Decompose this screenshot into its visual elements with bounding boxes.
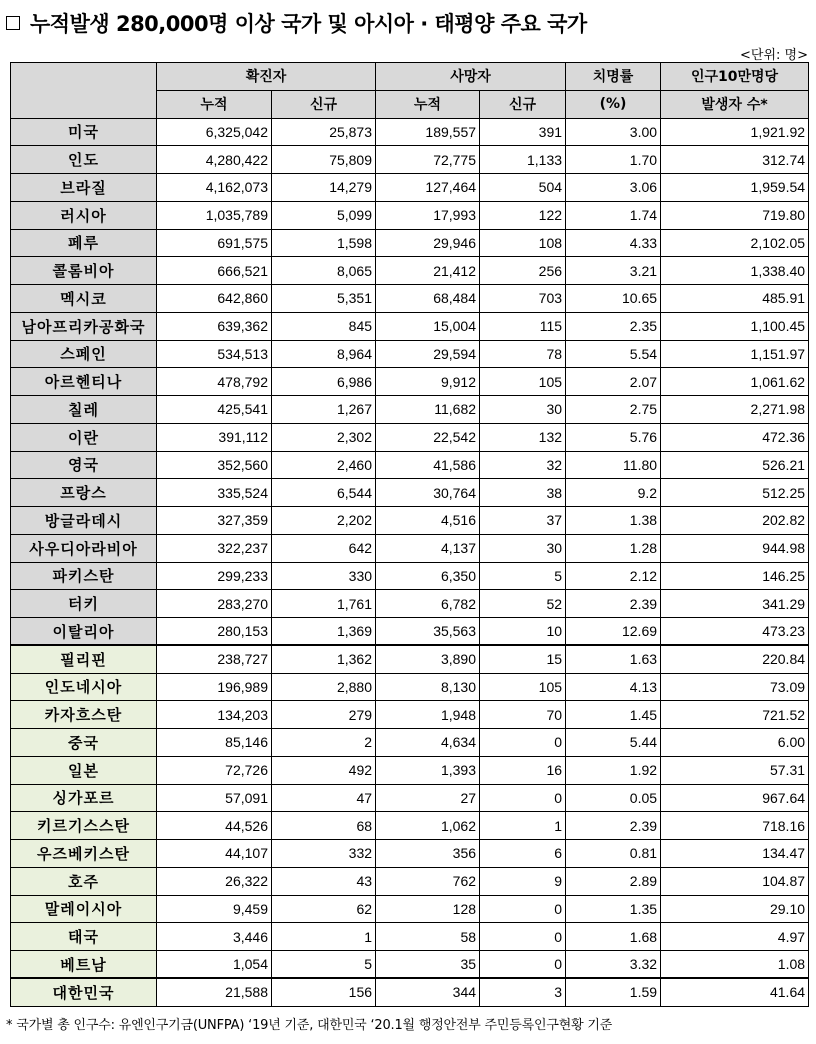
country-name: 러시아 xyxy=(11,201,157,229)
cell-cfr: 10.65 xyxy=(566,285,661,313)
table-row xyxy=(11,507,809,535)
cell-cfr: 3.00 xyxy=(566,118,661,146)
cell-conf-cum: 352,560 xyxy=(157,451,272,479)
covid-table xyxy=(10,62,809,1007)
country-name: 브라질 xyxy=(11,174,157,202)
cell-conf-new: 2,202 xyxy=(272,507,376,535)
cell-conf-cum: 1,054 xyxy=(157,951,272,979)
table-row xyxy=(11,257,809,285)
cell-conf-new: 47 xyxy=(272,784,376,812)
cell-death-cum: 41,586 xyxy=(376,451,480,479)
cell-conf-new: 2 xyxy=(272,729,376,757)
cell-cfr: 1.59 xyxy=(566,978,661,1006)
country-name: 멕시코 xyxy=(11,285,157,313)
table-row xyxy=(11,701,809,729)
cell-death-new: 105 xyxy=(480,368,566,396)
cell-death-cum: 17,993 xyxy=(376,201,480,229)
cell-death-cum: 4,516 xyxy=(376,507,480,535)
checkbox-square-icon xyxy=(6,16,20,30)
cell-death-new: 30 xyxy=(480,396,566,424)
footnote: * 국가별 총 인구수: 유엔인구기금(UNFPA) ‘19년 기준, 대한민국 ‘20.1월 행정안전부 주민등록인구현황 기준 xyxy=(6,1018,613,1033)
country-name: 태국 xyxy=(11,923,157,951)
cell-death-new: 0 xyxy=(480,895,566,923)
cell-cfr: 1.70 xyxy=(566,146,661,174)
cell-death-new: 0 xyxy=(480,784,566,812)
cell-death-cum: 11,682 xyxy=(376,396,480,424)
cell-per100k: 485.91 xyxy=(661,285,809,313)
header-deaths: 사망자 xyxy=(376,63,566,91)
cell-conf-cum: 44,526 xyxy=(157,812,272,840)
country-name: 인도 xyxy=(11,146,157,174)
cell-cfr: 1.28 xyxy=(566,534,661,562)
country-name: 대한민국 xyxy=(11,978,157,1006)
cell-per100k: 944.98 xyxy=(661,534,809,562)
cell-conf-cum: 134,203 xyxy=(157,701,272,729)
cell-death-new: 1,133 xyxy=(480,146,566,174)
cell-death-cum: 35 xyxy=(376,951,480,979)
cell-per100k: 1,921.92 xyxy=(661,118,809,146)
cell-death-cum: 356 xyxy=(376,840,480,868)
cell-cfr: 3.21 xyxy=(566,257,661,285)
table-row xyxy=(11,562,809,590)
cell-death-cum: 68,484 xyxy=(376,285,480,313)
table-row xyxy=(11,673,809,701)
country-name: 우즈베키스탄 xyxy=(11,840,157,868)
cell-conf-new: 1,362 xyxy=(272,645,376,673)
cell-death-new: 0 xyxy=(480,729,566,757)
table-row xyxy=(11,396,809,424)
cell-conf-new: 642 xyxy=(272,534,376,562)
cell-conf-new: 43 xyxy=(272,867,376,895)
cell-conf-new: 2,460 xyxy=(272,451,376,479)
table-row xyxy=(11,479,809,507)
cell-death-cum: 4,137 xyxy=(376,534,480,562)
cell-cfr: 1.63 xyxy=(566,645,661,673)
table-row xyxy=(11,923,809,951)
cell-per100k: 718.16 xyxy=(661,812,809,840)
cell-conf-new: 1,598 xyxy=(272,229,376,257)
cell-death-cum: 1,948 xyxy=(376,701,480,729)
cell-conf-new: 25,873 xyxy=(272,118,376,146)
cell-cfr: 1.45 xyxy=(566,701,661,729)
cell-cfr: 1.38 xyxy=(566,507,661,535)
table-row xyxy=(11,756,809,784)
cell-conf-cum: 44,107 xyxy=(157,840,272,868)
cell-death-cum: 27 xyxy=(376,784,480,812)
cell-per100k: 1,100.45 xyxy=(661,312,809,340)
cell-cfr: 0.05 xyxy=(566,784,661,812)
cell-cfr: 2.75 xyxy=(566,396,661,424)
table-row xyxy=(11,978,809,1006)
cell-death-new: 10 xyxy=(480,618,566,646)
cell-conf-cum: 478,792 xyxy=(157,368,272,396)
cell-conf-new: 62 xyxy=(272,895,376,923)
table-row xyxy=(11,423,809,451)
cell-per100k: 967.64 xyxy=(661,784,809,812)
cell-death-new: 115 xyxy=(480,312,566,340)
country-name: 방글라데시 xyxy=(11,507,157,535)
cell-conf-new: 2,302 xyxy=(272,423,376,451)
table-row xyxy=(11,618,809,646)
cell-conf-cum: 666,521 xyxy=(157,257,272,285)
cell-death-new: 37 xyxy=(480,507,566,535)
country-name: 호주 xyxy=(11,867,157,895)
cell-cfr: 12.69 xyxy=(566,618,661,646)
cell-death-new: 504 xyxy=(480,174,566,202)
cell-per100k: 104.87 xyxy=(661,867,809,895)
cell-conf-cum: 9,459 xyxy=(157,895,272,923)
header-corner xyxy=(11,63,157,119)
cell-conf-cum: 238,727 xyxy=(157,645,272,673)
country-name: 말레이시아 xyxy=(11,895,157,923)
country-name: 파키스탄 xyxy=(11,562,157,590)
cell-cfr: 4.33 xyxy=(566,229,661,257)
table-row xyxy=(11,229,809,257)
cell-conf-new: 8,065 xyxy=(272,257,376,285)
header-fatality: 치명률 xyxy=(566,63,661,91)
unit-label: <단위: 명> xyxy=(740,48,808,63)
cell-death-new: 108 xyxy=(480,229,566,257)
table-row xyxy=(11,729,809,757)
cell-conf-new: 68 xyxy=(272,812,376,840)
country-name: 미국 xyxy=(11,118,157,146)
header-per100k-line2: 발생자 수* xyxy=(661,90,809,118)
cell-death-new: 132 xyxy=(480,423,566,451)
cell-conf-new: 845 xyxy=(272,312,376,340)
cell-death-cum: 58 xyxy=(376,923,480,951)
cell-death-cum: 9,912 xyxy=(376,368,480,396)
cell-conf-new: 6,986 xyxy=(272,368,376,396)
cell-conf-new: 8,964 xyxy=(272,340,376,368)
cell-per100k: 1,338.40 xyxy=(661,257,809,285)
cell-cfr: 1.35 xyxy=(566,895,661,923)
cell-per100k: 721.52 xyxy=(661,701,809,729)
table-row xyxy=(11,312,809,340)
country-name: 페루 xyxy=(11,229,157,257)
cell-per100k: 202.82 xyxy=(661,507,809,535)
cell-per100k: 29.10 xyxy=(661,895,809,923)
cell-per100k: 6.00 xyxy=(661,729,809,757)
country-name: 이란 xyxy=(11,423,157,451)
table-row xyxy=(11,645,809,673)
table-row xyxy=(11,118,809,146)
table-row xyxy=(11,146,809,174)
cell-death-cum: 15,004 xyxy=(376,312,480,340)
table-row xyxy=(11,784,809,812)
cell-conf-cum: 4,162,073 xyxy=(157,174,272,202)
cell-per100k: 1.08 xyxy=(661,951,809,979)
cell-conf-cum: 691,575 xyxy=(157,229,272,257)
cell-per100k: 2,271.98 xyxy=(661,396,809,424)
cell-death-cum: 72,775 xyxy=(376,146,480,174)
cell-conf-new: 5,351 xyxy=(272,285,376,313)
cell-death-new: 78 xyxy=(480,340,566,368)
cell-cfr: 2.07 xyxy=(566,368,661,396)
cell-conf-new: 492 xyxy=(272,756,376,784)
cell-conf-cum: 4,280,422 xyxy=(157,146,272,174)
cell-per100k: 73.09 xyxy=(661,673,809,701)
table-row xyxy=(11,285,809,313)
cell-cfr: 2.35 xyxy=(566,312,661,340)
header-confirmed-cumulative: 누적 xyxy=(157,90,272,118)
cell-cfr: 2.89 xyxy=(566,867,661,895)
cell-death-new: 1 xyxy=(480,812,566,840)
cell-conf-cum: 299,233 xyxy=(157,562,272,590)
cell-death-cum: 35,563 xyxy=(376,618,480,646)
cell-death-cum: 22,542 xyxy=(376,423,480,451)
header-fatality-unit: (%) xyxy=(566,90,661,118)
cell-cfr: 5.54 xyxy=(566,340,661,368)
table-row xyxy=(11,174,809,202)
cell-death-new: 32 xyxy=(480,451,566,479)
table-row xyxy=(11,201,809,229)
cell-death-cum: 30,764 xyxy=(376,479,480,507)
cell-death-cum: 21,412 xyxy=(376,257,480,285)
cell-cfr: 1.74 xyxy=(566,201,661,229)
cell-conf-new: 1 xyxy=(272,923,376,951)
cell-death-cum: 127,464 xyxy=(376,174,480,202)
cell-conf-cum: 21,588 xyxy=(157,978,272,1006)
country-name: 프랑스 xyxy=(11,479,157,507)
cell-per100k: 472.36 xyxy=(661,423,809,451)
country-name: 아르헨티나 xyxy=(11,368,157,396)
cell-cfr: 2.12 xyxy=(566,562,661,590)
table-row xyxy=(11,812,809,840)
cell-per100k: 4.97 xyxy=(661,923,809,951)
header-deaths-new: 신규 xyxy=(480,90,566,118)
header-per100k-line1: 인구10만명당 xyxy=(661,63,809,91)
cell-conf-new: 279 xyxy=(272,701,376,729)
cell-death-cum: 6,350 xyxy=(376,562,480,590)
table-row xyxy=(11,840,809,868)
cell-death-cum: 128 xyxy=(376,895,480,923)
country-name: 남아프리카공화국 xyxy=(11,312,157,340)
cell-death-cum: 3,890 xyxy=(376,645,480,673)
table-row xyxy=(11,451,809,479)
cell-cfr: 5.44 xyxy=(566,729,661,757)
cell-per100k: 146.25 xyxy=(661,562,809,590)
cell-death-new: 256 xyxy=(480,257,566,285)
cell-cfr: 4.13 xyxy=(566,673,661,701)
country-name: 일본 xyxy=(11,756,157,784)
cell-per100k: 526.21 xyxy=(661,451,809,479)
page-title xyxy=(6,8,587,38)
cell-conf-new: 1,761 xyxy=(272,590,376,618)
cell-death-cum: 6,782 xyxy=(376,590,480,618)
cell-cfr: 3.32 xyxy=(566,951,661,979)
cell-per100k: 41.64 xyxy=(661,978,809,1006)
table-row xyxy=(11,867,809,895)
cell-death-new: 105 xyxy=(480,673,566,701)
cell-conf-cum: 85,146 xyxy=(157,729,272,757)
cell-conf-cum: 6,325,042 xyxy=(157,118,272,146)
cell-per100k: 57.31 xyxy=(661,756,809,784)
table-row xyxy=(11,368,809,396)
country-name: 필리핀 xyxy=(11,645,157,673)
cell-death-new: 0 xyxy=(480,923,566,951)
cell-cfr: 9.2 xyxy=(566,479,661,507)
country-name: 키르기스스탄 xyxy=(11,812,157,840)
cell-conf-new: 6,544 xyxy=(272,479,376,507)
cell-conf-cum: 72,726 xyxy=(157,756,272,784)
cell-cfr: 2.39 xyxy=(566,590,661,618)
cell-conf-new: 1,369 xyxy=(272,618,376,646)
cell-per100k: 1,151.97 xyxy=(661,340,809,368)
cell-conf-cum: 639,362 xyxy=(157,312,272,340)
cell-death-cum: 1,062 xyxy=(376,812,480,840)
cell-conf-cum: 280,153 xyxy=(157,618,272,646)
cell-per100k: 473.23 xyxy=(661,618,809,646)
cell-death-new: 703 xyxy=(480,285,566,313)
country-name: 이탈리아 xyxy=(11,618,157,646)
cell-per100k: 719.80 xyxy=(661,201,809,229)
cell-conf-cum: 3,446 xyxy=(157,923,272,951)
cell-cfr: 5.76 xyxy=(566,423,661,451)
country-name: 영국 xyxy=(11,451,157,479)
header-deaths-cumulative: 누적 xyxy=(376,90,480,118)
country-name: 카자흐스탄 xyxy=(11,701,157,729)
cell-conf-new: 14,279 xyxy=(272,174,376,202)
cell-death-new: 0 xyxy=(480,951,566,979)
cell-conf-cum: 1,035,789 xyxy=(157,201,272,229)
cell-death-cum: 762 xyxy=(376,867,480,895)
cell-conf-cum: 283,270 xyxy=(157,590,272,618)
cell-conf-cum: 322,237 xyxy=(157,534,272,562)
country-name: 칠레 xyxy=(11,396,157,424)
cell-conf-cum: 335,524 xyxy=(157,479,272,507)
cell-death-new: 3 xyxy=(480,978,566,1006)
cell-death-new: 6 xyxy=(480,840,566,868)
table-row xyxy=(11,534,809,562)
cell-conf-cum: 642,860 xyxy=(157,285,272,313)
cell-cfr: 11.80 xyxy=(566,451,661,479)
cell-per100k: 1,061.62 xyxy=(661,368,809,396)
cell-conf-cum: 391,112 xyxy=(157,423,272,451)
cell-death-new: 9 xyxy=(480,867,566,895)
cell-death-new: 38 xyxy=(480,479,566,507)
country-name: 사우디아라비아 xyxy=(11,534,157,562)
cell-conf-cum: 425,541 xyxy=(157,396,272,424)
header-confirmed: 확진자 xyxy=(157,63,376,91)
table-row xyxy=(11,951,809,979)
header-confirmed-new: 신규 xyxy=(272,90,376,118)
cell-conf-new: 2,880 xyxy=(272,673,376,701)
cell-conf-new: 5 xyxy=(272,951,376,979)
table-row xyxy=(11,895,809,923)
cell-death-cum: 1,393 xyxy=(376,756,480,784)
cell-death-cum: 4,634 xyxy=(376,729,480,757)
cell-cfr: 2.39 xyxy=(566,812,661,840)
cell-conf-new: 1,267 xyxy=(272,396,376,424)
cell-per100k: 134.47 xyxy=(661,840,809,868)
cell-conf-new: 332 xyxy=(272,840,376,868)
cell-per100k: 1,959.54 xyxy=(661,174,809,202)
cell-per100k: 312.74 xyxy=(661,146,809,174)
cell-death-new: 52 xyxy=(480,590,566,618)
cell-cfr: 3.06 xyxy=(566,174,661,202)
cell-conf-cum: 57,091 xyxy=(157,784,272,812)
cell-conf-cum: 327,359 xyxy=(157,507,272,535)
cell-death-new: 5 xyxy=(480,562,566,590)
country-name: 중국 xyxy=(11,729,157,757)
table-row xyxy=(11,340,809,368)
cell-death-new: 122 xyxy=(480,201,566,229)
cell-conf-new: 156 xyxy=(272,978,376,1006)
cell-conf-cum: 26,322 xyxy=(157,867,272,895)
cell-death-new: 391 xyxy=(480,118,566,146)
cell-per100k: 512.25 xyxy=(661,479,809,507)
cell-death-cum: 189,557 xyxy=(376,118,480,146)
cell-cfr: 1.92 xyxy=(566,756,661,784)
cell-death-cum: 29,594 xyxy=(376,340,480,368)
cell-death-new: 70 xyxy=(480,701,566,729)
cell-per100k: 341.29 xyxy=(661,590,809,618)
cell-death-cum: 29,946 xyxy=(376,229,480,257)
cell-conf-new: 75,809 xyxy=(272,146,376,174)
country-name: 콜롬비아 xyxy=(11,257,157,285)
title-text: 누적발생 280,000명 이상 국가 및 아시아 · 태평양 주요 국가 xyxy=(30,12,587,36)
cell-death-new: 16 xyxy=(480,756,566,784)
cell-death-cum: 8,130 xyxy=(376,673,480,701)
cell-conf-new: 330 xyxy=(272,562,376,590)
cell-death-cum: 344 xyxy=(376,978,480,1006)
cell-conf-cum: 534,513 xyxy=(157,340,272,368)
country-name: 터키 xyxy=(11,590,157,618)
country-name: 싱가포르 xyxy=(11,784,157,812)
cell-cfr: 1.68 xyxy=(566,923,661,951)
cell-conf-new: 5,099 xyxy=(272,201,376,229)
table-body xyxy=(11,118,809,1006)
cell-per100k: 220.84 xyxy=(661,645,809,673)
country-name: 베트남 xyxy=(11,951,157,979)
country-name: 인도네시아 xyxy=(11,673,157,701)
cell-cfr: 0.81 xyxy=(566,840,661,868)
table-row xyxy=(11,590,809,618)
cell-per100k: 2,102.05 xyxy=(661,229,809,257)
country-name: 스페인 xyxy=(11,340,157,368)
cell-death-new: 15 xyxy=(480,645,566,673)
cell-death-new: 30 xyxy=(480,534,566,562)
cell-conf-cum: 196,989 xyxy=(157,673,272,701)
